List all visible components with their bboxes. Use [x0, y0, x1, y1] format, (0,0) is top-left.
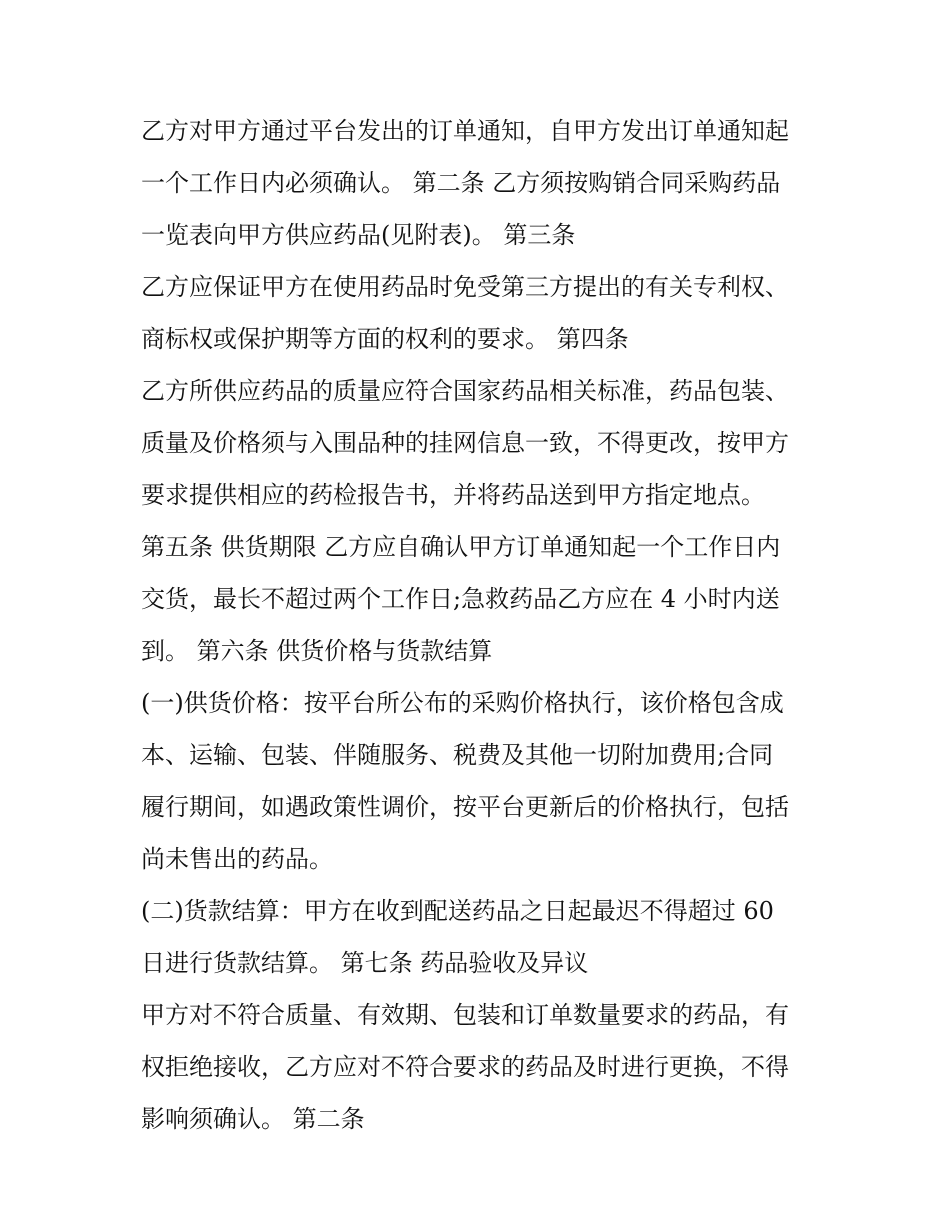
text-line-7: 质量及价格须与入围品种的挂网信息一致，不得更改，按甲方: [141, 429, 789, 457]
text-line-1: 乙方对甲方通过平台发出的订单通知，自甲方发出订单通知起: [141, 117, 789, 145]
text-line-4: 乙方应保证甲方在使用药品时免受第三方提出的有关专利权、: [141, 273, 789, 301]
text-line-10: 交货，最长不超过两个工作日;急救药品乙方应在 4 小时内送: [141, 585, 780, 613]
text-line-14: 履行期间，如遇政策性调价，按平台更新后的价格执行，包括: [141, 793, 789, 821]
document-body: [141, 105, 821, 1145]
text-line-12: (一)供货价格：按平台所公布的采购价格执行，该价格包含成: [141, 689, 784, 717]
text-line-15: 尚未售出的药品。: [141, 845, 333, 873]
text-line-11: 到。 第六条 供货价格与货款结算: [141, 637, 493, 665]
text-line-13: 本、运输、包装、伴随服务、税费及其他一切附加费用;合同: [141, 741, 774, 769]
text-line-6: 乙方所供应药品的质量应符合国家药品相关标准，药品包装、: [141, 377, 789, 405]
text-line-20: 影响须确认。 第二条: [141, 1105, 365, 1133]
text-line-18: 甲方对不符合质量、有效期、包装和订单数量要求的药品，有: [141, 1001, 789, 1029]
text-line-17: 日进行货款结算。 第七条 药品验收及异议: [141, 949, 589, 977]
text-line-5: 商标权或保护期等方面的权利的要求。 第四条: [141, 325, 629, 353]
text-line-2: 一个工作日内必须确认。 第二条 乙方须按购销合同采购药品: [141, 169, 781, 197]
text-line-16: (二)货款结算：甲方在收到配送药品之日起最迟不得超过 60: [141, 897, 774, 925]
text-line-19: 权拒绝接收，乙方应对不符合要求的药品及时进行更换，不得: [141, 1053, 789, 1081]
text-line-9: 第五条 供货期限 乙方应自确认甲方订单通知起一个工作日内: [141, 533, 781, 561]
text-line-8: 要求提供相应的药检报告书，并将药品送到甲方指定地点。: [141, 481, 765, 509]
text-line-3: 一览表向甲方供应药品(见附表)。 第三条: [141, 221, 576, 249]
